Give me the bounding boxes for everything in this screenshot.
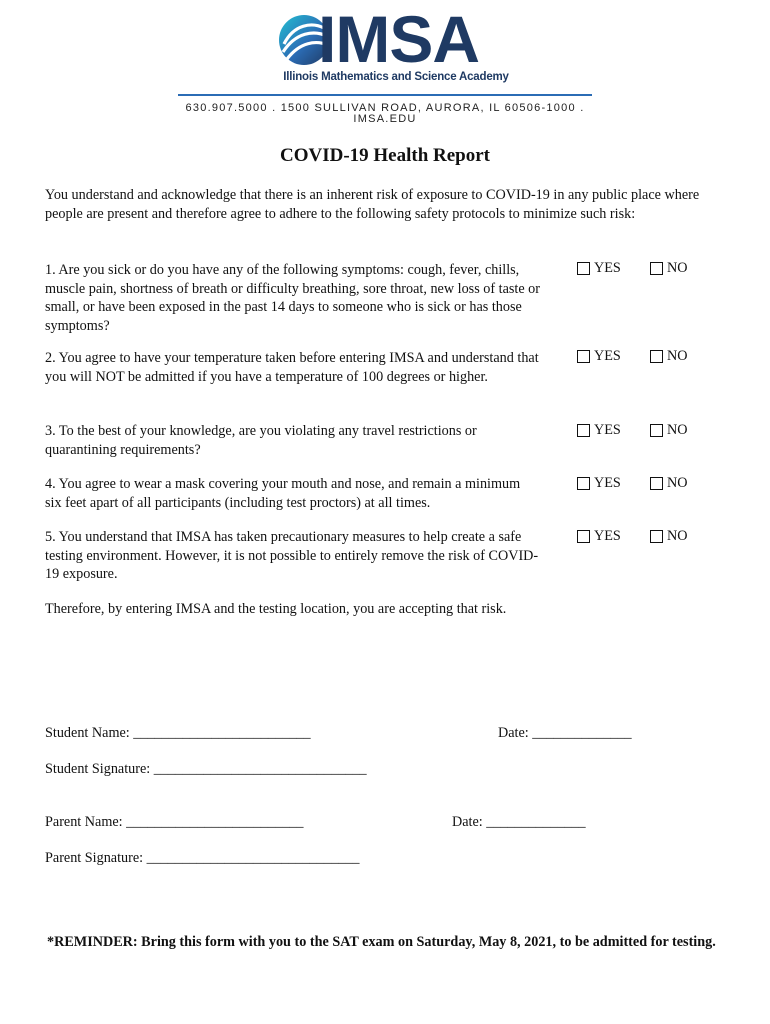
- q2-no-option[interactable]: [650, 347, 688, 365]
- checkbox-icon[interactable]: [577, 530, 590, 543]
- no-label: NO: [667, 422, 688, 438]
- question-4: 4. You agree to wear a mask covering your mouth and nose, and remain a minimum six feet apart of all participants (including test proctors) at all times.: [45, 476, 521, 511]
- logo-wordmark: IMSA: [318, 2, 479, 76]
- q1-no-option[interactable]: [650, 259, 688, 277]
- checkbox-icon[interactable]: [650, 350, 663, 363]
- q5-yes-option[interactable]: [577, 527, 621, 545]
- checkbox-icon[interactable]: [577, 424, 590, 437]
- yes-label: YES: [594, 348, 621, 364]
- form-title: COVID-19 Health Report: [279, 145, 491, 166]
- student-signature-field[interactable]: Student Signature: ______________________________: [45, 761, 367, 777]
- q4-no-option[interactable]: [650, 474, 688, 492]
- no-label: NO: [667, 475, 688, 491]
- checkbox-icon[interactable]: [650, 262, 663, 275]
- q3-yes-option[interactable]: [577, 421, 621, 439]
- intro-paragraph: You understand and acknowledge that there is an inherent risk of exposure to COVID-19 in any public place where people are present and therefore agree to adhere to the following safety protocols to minimize such risk:: [45, 187, 700, 222]
- yes-label: YES: [594, 260, 621, 276]
- header-divider: [178, 94, 592, 96]
- q3-no-option[interactable]: [650, 421, 688, 439]
- parent-date-field[interactable]: Date: ______________: [452, 814, 586, 830]
- question-2: 2. You agree to have your temperature taken before entering IMSA and understand that you will NOT be admitted if you have a temperature of 100 degrees or higher.: [45, 350, 539, 385]
- checkbox-icon[interactable]: [577, 350, 590, 363]
- logo-subtitle: Illinois Mathematics and Science Academy: [283, 71, 509, 83]
- header: [0, 0, 770, 125]
- contact-address: 630.907.5000 . 1500 SULLIVAN ROAD, AURORA, IL 60506-1000 . IMSA.EDU: [185, 102, 585, 125]
- parent-name-field[interactable]: Parent Name: _________________________: [45, 814, 304, 830]
- question-1: 1. Are you sick or do you have any of the following symptoms: cough, fever, chills, muscle pain, shortness of breath or difficulty breathing, sore throat, new loss of taste or small, or have been exposed in the past 14 days to someone who is sick or has those symptoms?: [45, 262, 540, 334]
- checkbox-icon[interactable]: [650, 424, 663, 437]
- yes-label: YES: [594, 422, 621, 438]
- q5-no-option[interactable]: [650, 527, 688, 545]
- student-date-field[interactable]: Date: ______________: [498, 725, 632, 741]
- q2-yes-option[interactable]: [577, 347, 621, 365]
- checkbox-icon[interactable]: [577, 477, 590, 490]
- question-3: 3. To the best of your knowledge, are you violating any travel restrictions or quarantining requirements?: [45, 423, 477, 458]
- q1-yes-option[interactable]: [577, 259, 621, 277]
- yes-label: YES: [594, 528, 621, 544]
- reminder-note: *REMINDER: Bring this form with you to the SAT exam on Saturday, May 8, 2021, to be admitted for testing.: [47, 934, 716, 950]
- parent-signature-field[interactable]: Parent Signature: ______________________________: [45, 850, 360, 866]
- checkbox-icon[interactable]: [650, 477, 663, 490]
- no-label: NO: [667, 260, 688, 276]
- yes-label: YES: [594, 475, 621, 491]
- checkbox-icon[interactable]: [650, 530, 663, 543]
- question-5: 5. You understand that IMSA has taken precautionary measures to help create a safe testing environment. However, it is not possible to entirely remove the risk of COVID-19 exposure.: [45, 529, 539, 582]
- acceptance-statement: Therefore, by entering IMSA and the testing location, you are accepting that risk.: [45, 601, 507, 617]
- no-label: NO: [667, 528, 688, 544]
- student-name-field[interactable]: Student Name: _________________________: [45, 725, 311, 741]
- q4-yes-option[interactable]: [577, 474, 621, 492]
- no-label: NO: [667, 348, 688, 364]
- checkbox-icon[interactable]: [577, 262, 590, 275]
